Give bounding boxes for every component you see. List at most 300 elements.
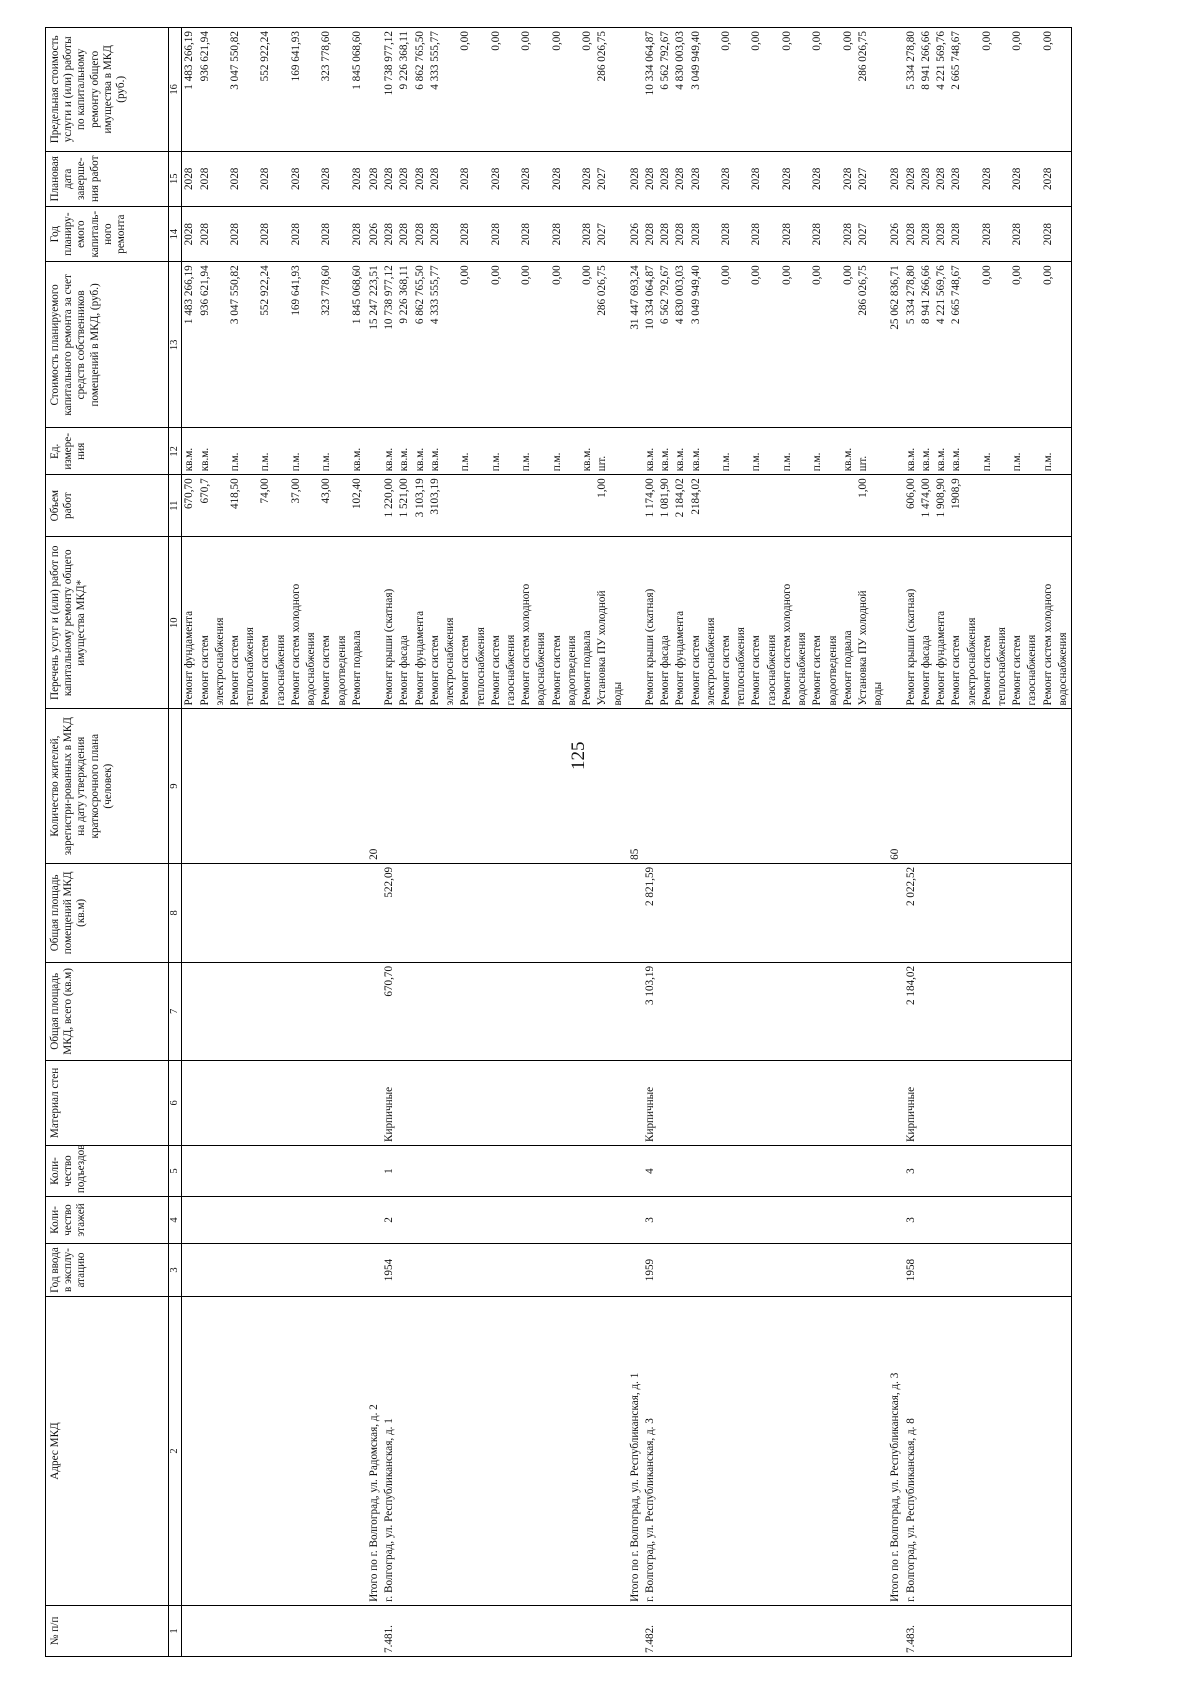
work-cost-cell: 25 062 836,71 [886, 262, 903, 428]
premises-area-cell [319, 863, 334, 962]
work-name-cell: Ремонт крыши (скатная) [643, 537, 658, 709]
repair-year-cell: 2028 [258, 206, 273, 261]
floors-cell [658, 1197, 673, 1244]
work-cost-cell: 286 026,75 [856, 262, 871, 428]
max-cost-cell [534, 28, 549, 152]
year-built-cell [274, 1243, 289, 1296]
row-number-cell [856, 1605, 871, 1656]
max-cost-cell: 6 562 792,67 [658, 28, 673, 152]
repair-year-cell [1056, 206, 1072, 261]
premises-area-cell [304, 863, 319, 962]
end-date-cell [243, 151, 258, 206]
entrances-cell [365, 1145, 382, 1196]
column-number: 12 [169, 428, 182, 475]
year-built-cell [611, 1243, 626, 1296]
total-area-cell [704, 962, 719, 1060]
table-row [980, 28, 995, 1657]
row-number-cell [965, 1605, 980, 1656]
residents-cell [534, 709, 549, 863]
repair-year-cell: 2028 [689, 206, 704, 261]
table-row [213, 28, 228, 1657]
residents-cell [1025, 709, 1040, 863]
entrances-cell [213, 1145, 228, 1196]
residents-cell [749, 709, 764, 863]
work-cost-cell: 0,00 [719, 262, 734, 428]
work-name-cell: водоснабжения [795, 537, 810, 709]
table-row [258, 28, 273, 1657]
residents-cell [458, 709, 473, 863]
wall-material-cell [504, 1060, 519, 1145]
wall-material-cell [258, 1060, 273, 1145]
repair-year-cell: 2028 [1010, 206, 1025, 261]
work-volume-cell [795, 475, 810, 537]
max-cost-cell [504, 28, 519, 152]
repair-year-cell: 2028 [780, 206, 795, 261]
max-cost-cell [871, 28, 886, 152]
address-cell [919, 1297, 934, 1606]
total-area-cell [350, 962, 365, 1060]
wall-material-cell [1041, 1060, 1056, 1145]
work-cost-cell [795, 262, 810, 428]
table-row [780, 28, 795, 1657]
row-number-cell [734, 1605, 749, 1656]
work-cost-cell: 0,00 [1041, 262, 1056, 428]
work-cost-cell: 4 830 003,03 [673, 262, 688, 428]
floors-cell [335, 1197, 350, 1244]
work-cost-cell: 1 845 068,60 [350, 262, 365, 428]
end-date-cell: 2028 [980, 151, 995, 206]
floors-cell [289, 1197, 304, 1244]
max-cost-cell: 0,00 [489, 28, 504, 152]
work-volume-cell [841, 475, 856, 537]
work-cost-cell: 10 334 064,87 [643, 262, 658, 428]
work-name-cell: газоснабжения [274, 537, 289, 709]
table-row [397, 28, 412, 1657]
repair-year-cell: 2028 [198, 206, 213, 261]
end-date-cell: 2028 [397, 151, 412, 206]
entrances-cell [519, 1145, 534, 1196]
max-cost-cell [443, 28, 458, 152]
work-volume-cell [826, 475, 841, 537]
year-built-cell [458, 1243, 473, 1296]
wall-material-cell [474, 1060, 489, 1145]
end-date-cell: 2028 [580, 151, 595, 206]
residents-cell [428, 709, 443, 863]
column-number: 6 [169, 1060, 182, 1145]
premises-area-cell [1025, 863, 1040, 962]
work-unit-cell [1056, 428, 1072, 475]
table-row [274, 28, 289, 1657]
floors-cell: 3 [643, 1197, 658, 1244]
repair-year-cell: 2028 [904, 206, 919, 261]
work-name-cell: воды [611, 537, 626, 709]
year-built-cell [886, 1243, 903, 1296]
work-name-cell: Ремонт систем [319, 537, 334, 709]
work-cost-cell: 4 221 569,76 [934, 262, 949, 428]
address-cell [243, 1297, 258, 1606]
col-header-address: Адрес МКД [46, 1297, 169, 1606]
year-built-cell [474, 1243, 489, 1296]
premises-area-cell [565, 863, 580, 962]
max-cost-cell: 5 334 278,80 [904, 28, 919, 152]
work-cost-cell [335, 262, 350, 428]
wall-material-cell [980, 1060, 995, 1145]
floors-cell [258, 1197, 273, 1244]
entrances-cell [489, 1145, 504, 1196]
work-cost-cell: 0,00 [580, 262, 595, 428]
entrances-cell [319, 1145, 334, 1196]
work-unit-cell: п.м. [1010, 428, 1025, 475]
column-number: 10 [169, 537, 182, 709]
max-cost-cell [886, 28, 903, 152]
total-area-cell [243, 962, 258, 1060]
work-name-cell: электроснабжения [704, 537, 719, 709]
floors-cell [780, 1197, 795, 1244]
work-cost-cell: 8 941 266,66 [919, 262, 934, 428]
repair-year-cell: 2028 [1041, 206, 1056, 261]
end-date-cell [965, 151, 980, 206]
floors-cell [719, 1197, 734, 1244]
premises-area-cell [228, 863, 243, 962]
wall-material-cell [795, 1060, 810, 1145]
repair-year-cell [274, 206, 289, 261]
address-cell [795, 1297, 810, 1606]
work-volume-cell: 2 184,02 [673, 475, 688, 537]
floors-cell [841, 1197, 856, 1244]
work-cost-cell [611, 262, 626, 428]
entrances-cell [886, 1145, 903, 1196]
entrances-cell [934, 1145, 949, 1196]
address-cell [182, 1297, 198, 1606]
row-number-cell [765, 1605, 780, 1656]
work-cost-cell [504, 262, 519, 428]
work-volume-cell [611, 475, 626, 537]
year-built-cell [580, 1243, 595, 1296]
work-cost-cell: 5 334 278,80 [904, 262, 919, 428]
row-number-cell [673, 1605, 688, 1656]
work-unit-cell: шт. [595, 428, 610, 475]
row-number-cell [365, 1605, 382, 1656]
column-number: 14 [169, 206, 182, 261]
year-built-cell [1025, 1243, 1040, 1296]
wall-material-cell [826, 1060, 841, 1145]
address-cell [258, 1297, 273, 1606]
wall-material-cell [550, 1060, 565, 1145]
end-date-cell [504, 151, 519, 206]
work-name-cell: Ремонт фасада [919, 537, 934, 709]
residents-cell [443, 709, 458, 863]
column-number: 4 [169, 1197, 182, 1244]
work-unit-cell [795, 428, 810, 475]
work-unit-cell [611, 428, 626, 475]
wall-material-cell [934, 1060, 949, 1145]
address-cell: г. Волгоград, ул. Республиканская, д. 8 [904, 1297, 919, 1606]
wall-material-cell [871, 1060, 886, 1145]
row-number-cell [780, 1605, 795, 1656]
floors-cell [565, 1197, 580, 1244]
work-cost-cell [871, 262, 886, 428]
end-date-cell: 2027 [595, 151, 610, 206]
repair-year-cell: 2028 [182, 206, 198, 261]
table-row [643, 28, 658, 1657]
year-built-cell [765, 1243, 780, 1296]
work-name-cell: водоснабжения [534, 537, 549, 709]
end-date-cell: 2028 [810, 151, 825, 206]
entrances-cell [565, 1145, 580, 1196]
table-row [749, 28, 764, 1657]
year-built-cell [213, 1243, 228, 1296]
row-number-cell [350, 1605, 365, 1656]
end-date-cell: 2028 [1041, 151, 1056, 206]
year-built-cell [719, 1243, 734, 1296]
total-area-cell [258, 962, 273, 1060]
entrances-cell [841, 1145, 856, 1196]
max-cost-cell [704, 28, 719, 152]
end-date-cell [704, 151, 719, 206]
work-cost-cell [995, 262, 1010, 428]
work-cost-cell: 169 641,93 [289, 262, 304, 428]
entrances-cell [243, 1145, 258, 1196]
work-unit-cell [765, 428, 780, 475]
floors-cell: 3 [904, 1197, 919, 1244]
wall-material-cell [626, 1060, 643, 1145]
wall-material-cell [841, 1060, 856, 1145]
premises-area-cell [458, 863, 473, 962]
wall-material-cell [919, 1060, 934, 1145]
repair-year-cell: 2028 [934, 206, 949, 261]
wall-material-cell [765, 1060, 780, 1145]
address-cell [335, 1297, 350, 1606]
work-unit-cell [213, 428, 228, 475]
max-cost-cell: 0,00 [810, 28, 825, 152]
work-cost-cell: 6 862 765,50 [413, 262, 428, 428]
max-cost-cell: 0,00 [1010, 28, 1025, 152]
total-area-cell [734, 962, 749, 1060]
row-number-cell [397, 1605, 412, 1656]
floors-cell [1041, 1197, 1056, 1244]
wall-material-cell [335, 1060, 350, 1145]
work-volume-cell [965, 475, 980, 537]
residents-cell [565, 709, 580, 863]
residents-cell [673, 709, 688, 863]
entrances-cell [198, 1145, 213, 1196]
col-header-residents: Количество жителей, зарегистри-рованных в МКД на дату утверждения краткосрочного плана (человек) [46, 709, 169, 863]
year-built-cell [413, 1243, 428, 1296]
work-name-cell: Ремонт крыши (скатная) [382, 537, 397, 709]
max-cost-cell [1056, 28, 1072, 152]
column-number-row [169, 28, 182, 1657]
work-unit-cell [1025, 428, 1040, 475]
end-date-cell [565, 151, 580, 206]
floors-cell [871, 1197, 886, 1244]
work-volume-cell: 74,00 [258, 475, 273, 537]
entrances-cell [719, 1145, 734, 1196]
entrances-cell [673, 1145, 688, 1196]
repair-year-cell [965, 206, 980, 261]
work-volume-cell [995, 475, 1010, 537]
work-volume-cell [458, 475, 473, 537]
repair-year-cell [213, 206, 228, 261]
premises-area-cell [765, 863, 780, 962]
entrances-cell [611, 1145, 626, 1196]
work-cost-cell: 4 333 555,77 [428, 262, 443, 428]
work-cost-cell [826, 262, 841, 428]
floors-cell [611, 1197, 626, 1244]
repair-year-cell [704, 206, 719, 261]
work-name-cell: Ремонт систем [228, 537, 243, 709]
max-cost-cell: 4 221 569,76 [934, 28, 949, 152]
work-volume-cell: 670,70 [182, 475, 198, 537]
max-cost-cell: 2 665 748,67 [949, 28, 964, 152]
wall-material-cell [658, 1060, 673, 1145]
work-cost-cell: 0,00 [458, 262, 473, 428]
work-name-cell: Ремонт фасада [397, 537, 412, 709]
residents-cell [734, 709, 749, 863]
year-built-cell [949, 1243, 964, 1296]
total-area-cell [611, 962, 626, 1060]
wall-material-cell [749, 1060, 764, 1145]
table-row [413, 28, 428, 1657]
work-unit-cell: кв.м. [949, 428, 964, 475]
entrances-cell [289, 1145, 304, 1196]
address-cell [611, 1297, 626, 1606]
wall-material-cell [489, 1060, 504, 1145]
repair-year-cell: 2028 [949, 206, 964, 261]
table-row [428, 28, 443, 1657]
entrances-cell [335, 1145, 350, 1196]
work-unit-cell [995, 428, 1010, 475]
work-unit-cell [504, 428, 519, 475]
premises-area-cell [443, 863, 458, 962]
total-area-cell [458, 962, 473, 1060]
end-date-cell: 2028 [689, 151, 704, 206]
address-cell [1010, 1297, 1025, 1606]
total-area-cell: 670,70 [382, 962, 397, 1060]
repair-year-cell [243, 206, 258, 261]
work-name-cell: теплоснабжения [734, 537, 749, 709]
work-unit-cell [565, 428, 580, 475]
work-cost-cell: 15 247 223,51 [365, 262, 382, 428]
wall-material-cell [350, 1060, 365, 1145]
wall-material-cell [198, 1060, 213, 1145]
work-name-cell: Ремонт систем [1010, 537, 1025, 709]
row-number-cell: 7.483. [904, 1605, 919, 1656]
table-row [1056, 28, 1072, 1657]
premises-area-cell [534, 863, 549, 962]
address-cell [274, 1297, 289, 1606]
residents-cell [350, 709, 365, 863]
work-volume-cell [886, 475, 903, 537]
work-name-cell: Установка ПУ холодной [595, 537, 610, 709]
row-number-cell: 7.481. [382, 1605, 397, 1656]
work-unit-cell: п.м. [489, 428, 504, 475]
year-built-cell [795, 1243, 810, 1296]
wall-material-cell: Кирпичные [904, 1060, 919, 1145]
address-cell [965, 1297, 980, 1606]
end-date-cell [443, 151, 458, 206]
wall-material-cell [243, 1060, 258, 1145]
wall-material-cell [213, 1060, 228, 1145]
residents-cell: 60 [886, 709, 903, 863]
entrances-cell: 3 [904, 1145, 919, 1196]
end-date-cell: 2028 [413, 151, 428, 206]
row-number-cell [934, 1605, 949, 1656]
total-area-cell [335, 962, 350, 1060]
year-built-cell [565, 1243, 580, 1296]
residents-cell [995, 709, 1010, 863]
work-unit-cell: кв.м. [580, 428, 595, 475]
address-cell: г. Волгоград, ул. Республиканская, д. 1 [382, 1297, 397, 1606]
repair-year-cell [995, 206, 1010, 261]
table-row [995, 28, 1010, 1657]
table-body [182, 28, 1072, 1657]
column-number: 15 [169, 151, 182, 206]
work-name-cell: Ремонт систем [689, 537, 704, 709]
residents-cell [1010, 709, 1025, 863]
table-row [871, 28, 886, 1657]
end-date-cell: 2028 [258, 151, 273, 206]
residents-cell [719, 709, 734, 863]
wall-material-cell [689, 1060, 704, 1145]
max-cost-cell [826, 28, 841, 152]
entrances-cell [1010, 1145, 1025, 1196]
max-cost-cell: 9 226 368,11 [397, 28, 412, 152]
residents-cell [258, 709, 273, 863]
repair-year-cell [304, 206, 319, 261]
entrances-cell [443, 1145, 458, 1196]
premises-area-cell [995, 863, 1010, 962]
work-unit-cell [704, 428, 719, 475]
residents-cell [980, 709, 995, 863]
premises-area-cell [550, 863, 565, 962]
total-area-cell [749, 962, 764, 1060]
page-number: 125 [568, 741, 589, 770]
work-volume-cell [243, 475, 258, 537]
work-unit-cell: п.м. [780, 428, 795, 475]
table-row [228, 28, 243, 1657]
work-volume-cell [626, 475, 643, 537]
entrances-cell [919, 1145, 934, 1196]
floors-cell [673, 1197, 688, 1244]
work-cost-cell: 0,00 [980, 262, 995, 428]
address-cell [780, 1297, 795, 1606]
work-name-cell: Ремонт систем [458, 537, 473, 709]
residents-cell [704, 709, 719, 863]
work-unit-cell: кв.м. [643, 428, 658, 475]
work-unit-cell [243, 428, 258, 475]
premises-area-cell [335, 863, 350, 962]
table-row [934, 28, 949, 1657]
year-built-cell: 1958 [904, 1243, 919, 1296]
max-cost-cell: 3 047 550,82 [228, 28, 243, 152]
row-number-cell [443, 1605, 458, 1656]
premises-area-cell: 2 022,52 [904, 863, 919, 962]
col-header-wall-material: Материал стен [46, 1060, 169, 1145]
year-built-cell [965, 1243, 980, 1296]
work-volume-cell [443, 475, 458, 537]
max-cost-cell [243, 28, 258, 152]
col-header-unit: Ед. измере-ния [46, 428, 169, 475]
floors-cell [458, 1197, 473, 1244]
year-built-cell [243, 1243, 258, 1296]
end-date-cell [734, 151, 749, 206]
work-unit-cell: п.м. [810, 428, 825, 475]
floors-cell [626, 1197, 643, 1244]
max-cost-cell [274, 28, 289, 152]
floors-cell [765, 1197, 780, 1244]
floors-cell [734, 1197, 749, 1244]
work-name-cell: Ремонт фундамента [673, 537, 688, 709]
